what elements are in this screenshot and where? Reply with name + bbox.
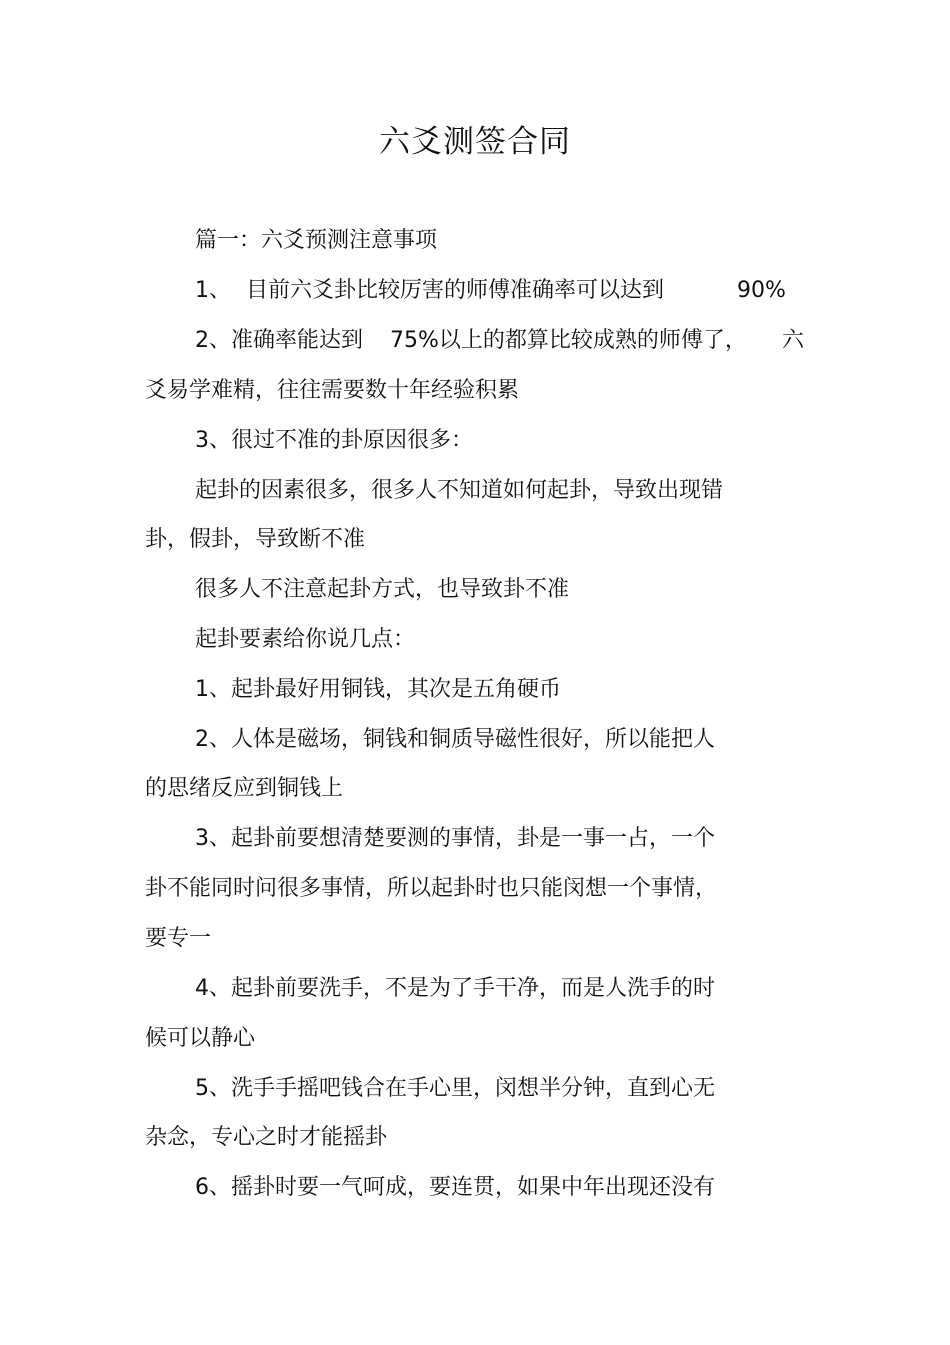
point-2-continuation: 的思绪反应到铜钱上 <box>145 776 344 801</box>
item-2-text-b: 75%以上的都算比较成熟的师傅了， <box>390 328 747 353</box>
point-3-continuation-1: 卦不能同时问很多事情，所以起卦时也只能闵想一个事情， <box>145 876 718 901</box>
item-1-value: 90% <box>737 278 786 303</box>
paragraph-3: 起卦要素给你说几点： <box>195 627 416 652</box>
section-heading: 篇一：六爻预测注意事项 <box>195 228 438 253</box>
point-5: 5、洗手手摇吧钱合在手心里，闵想半分钟，直到心无 <box>195 1076 715 1101</box>
paragraph-2: 很多人不注意起卦方式，也导致卦不准 <box>195 577 570 602</box>
item-2-text-a: 2、准确率能达到 <box>195 328 363 353</box>
point-2: 2、人体是磁场，铜钱和铜质导磁性很好，所以能把人 <box>195 727 715 752</box>
item-2-text-c: 六 <box>782 328 805 353</box>
item-1-text: 目前六爻卦比较厉害的师傅准确率可以达到 <box>246 278 665 303</box>
point-3: 3、起卦前要想清楚要测的事情，卦是一事一占，一个 <box>195 826 715 851</box>
paragraph-1-continuation: 卦，假卦，导致断不准 <box>145 527 366 552</box>
point-5-continuation: 杂念，专心之时才能摇卦 <box>145 1125 388 1150</box>
item-2-continuation: 爻易学难精，往往需要数十年经验积累 <box>145 378 520 403</box>
point-4: 4、起卦前要洗手，不是为了手干净，而是人洗手的时 <box>195 976 715 1001</box>
item-3: 3、很过不准的卦原因很多： <box>195 428 473 453</box>
point-3-continuation-2: 要专一 <box>145 926 212 951</box>
item-1-number: 1、 <box>195 278 231 303</box>
point-6: 6、摇卦时要一气呵成，要连贯，如果中年出现还没有 <box>195 1175 715 1200</box>
paragraph-1: 起卦的因素很多，很多人不知道如何起卦，导致出现错 <box>195 478 724 503</box>
point-4-continuation: 候可以静心 <box>145 1026 256 1051</box>
document-title: 六爻测签合同 <box>379 124 571 160</box>
point-1: 1、起卦最好用铜钱，其次是五角硬币 <box>195 677 561 702</box>
